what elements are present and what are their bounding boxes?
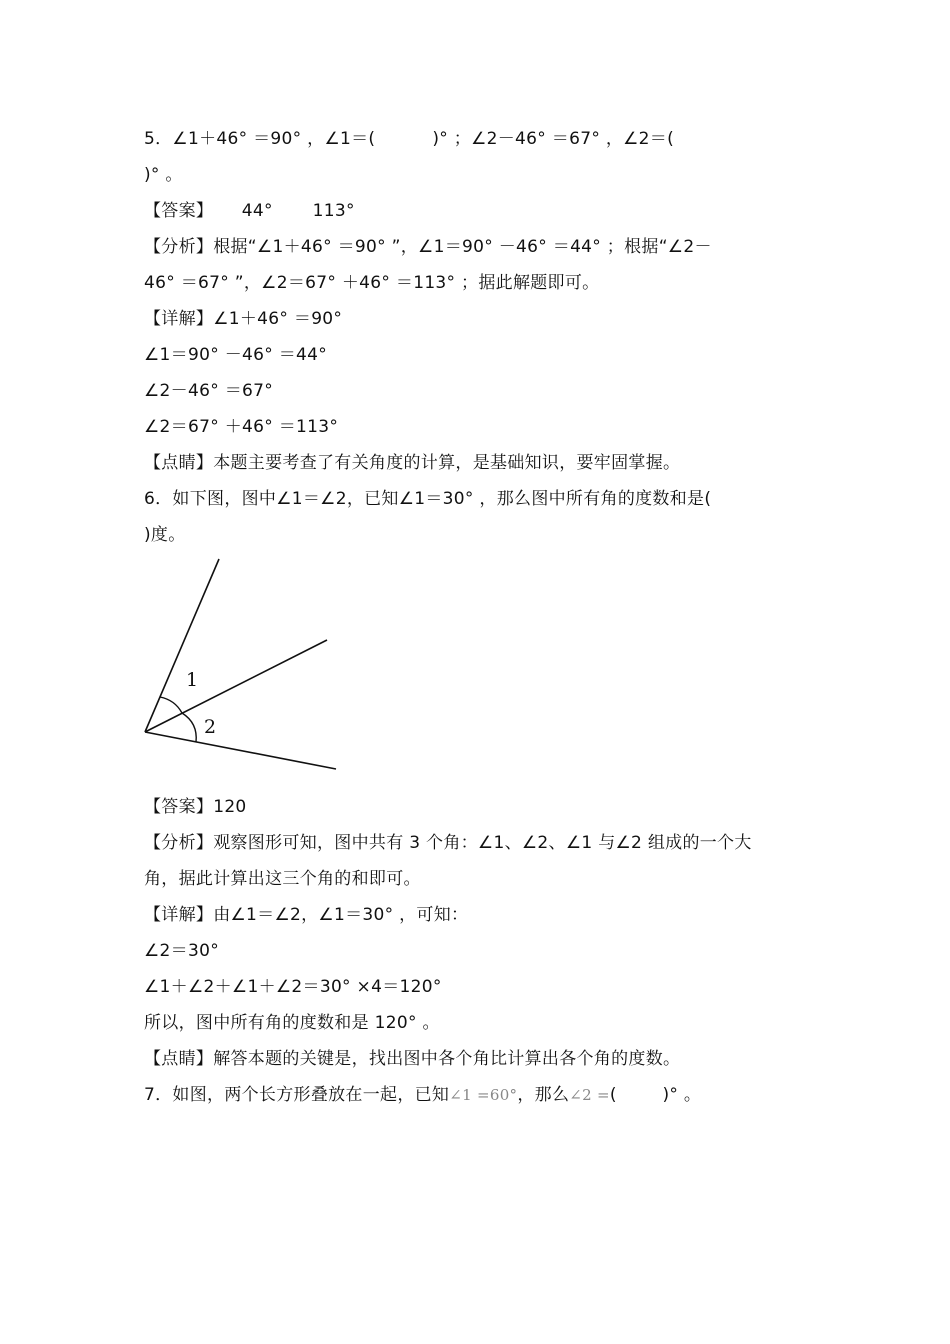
- q5-answer: 【答案】 44° 113°: [144, 201, 355, 221]
- angle2-label: 2: [204, 716, 217, 738]
- q6-analysis-line2: 角，据此计算出这三个角的和即可。: [144, 869, 421, 889]
- q7-prefix: 7．如图，两个长方形叠放在一起，已知: [144, 1085, 450, 1105]
- q5-detail-line1: 【详解】∠1＋46° ＝90°: [144, 309, 343, 329]
- q6-detail-line3: ∠1＋∠2＋∠1＋∠2＝30° ×4＝120°: [144, 977, 442, 997]
- q5-comment: 【点睛】本题主要考查了有关角度的计算，是基础知识，要牢固掌握。: [144, 453, 681, 473]
- q6-answer: 【答案】120: [144, 797, 247, 817]
- ray-middle: [145, 640, 327, 732]
- q6-question-line2: )度。: [144, 525, 186, 545]
- angle2-arc: [182, 713, 196, 742]
- ray-lower: [145, 732, 336, 769]
- angle1-arc: [160, 697, 182, 713]
- angle-figure: [138, 552, 348, 777]
- q6-comment: 【点睛】解答本题的关键是，找出图中各个角比计算出各个角的度数。: [144, 1049, 681, 1069]
- q6-analysis-line1: 【分析】观察图形可知，图中共有 3 个角：∠1、∠2、∠1 与∠2 组成的一个大: [144, 833, 752, 853]
- q5-detail-line2: ∠1＝90° －46° ＝44°: [144, 345, 328, 365]
- q7-asked-angle: ∠2 =: [569, 1086, 610, 1104]
- ray-upper: [145, 559, 219, 732]
- q5-analysis-line1: 【分析】根据“∠1＋46° ＝90° ”，∠1＝90° －46° ＝44° ；根据“∠2－: [144, 237, 712, 257]
- q6-detail-line1: 【详解】由∠1＝∠2，∠1＝30° ，可知：: [144, 905, 469, 925]
- q6-detail-line4: 所以，图中所有角的度数和是 120° 。: [144, 1013, 440, 1033]
- q7-suffix: ( )° 。: [609, 1085, 702, 1105]
- q6-question-line1: 6．如下图，图中∠1＝∠2，已知∠1＝30° ，那么图中所有角的度数和是(: [144, 489, 712, 509]
- angle1-label: 1: [186, 669, 199, 691]
- q6-detail-line2: ∠2＝30°: [144, 941, 219, 961]
- q7-question: [144, 1083, 701, 1107]
- q5-question-line1: 5．∠1＋46° ＝90° ，∠1＝( )° ；∠2－46° ＝67° ，∠2＝(: [144, 129, 675, 149]
- q5-detail-line3: ∠2－46° ＝67°: [144, 381, 274, 401]
- q5-analysis-line2: 46° ＝67° ”，∠2＝67° ＋46° ＝113° ；据此解题即可。: [144, 273, 600, 293]
- q5-question-line2: )° 。: [144, 165, 183, 185]
- q7-middle: ，那么: [517, 1085, 570, 1105]
- q5-detail-line4: ∠2＝67° ＋46° ＝113°: [144, 417, 339, 437]
- q7-given-angle: ∠1 =60°: [449, 1086, 518, 1104]
